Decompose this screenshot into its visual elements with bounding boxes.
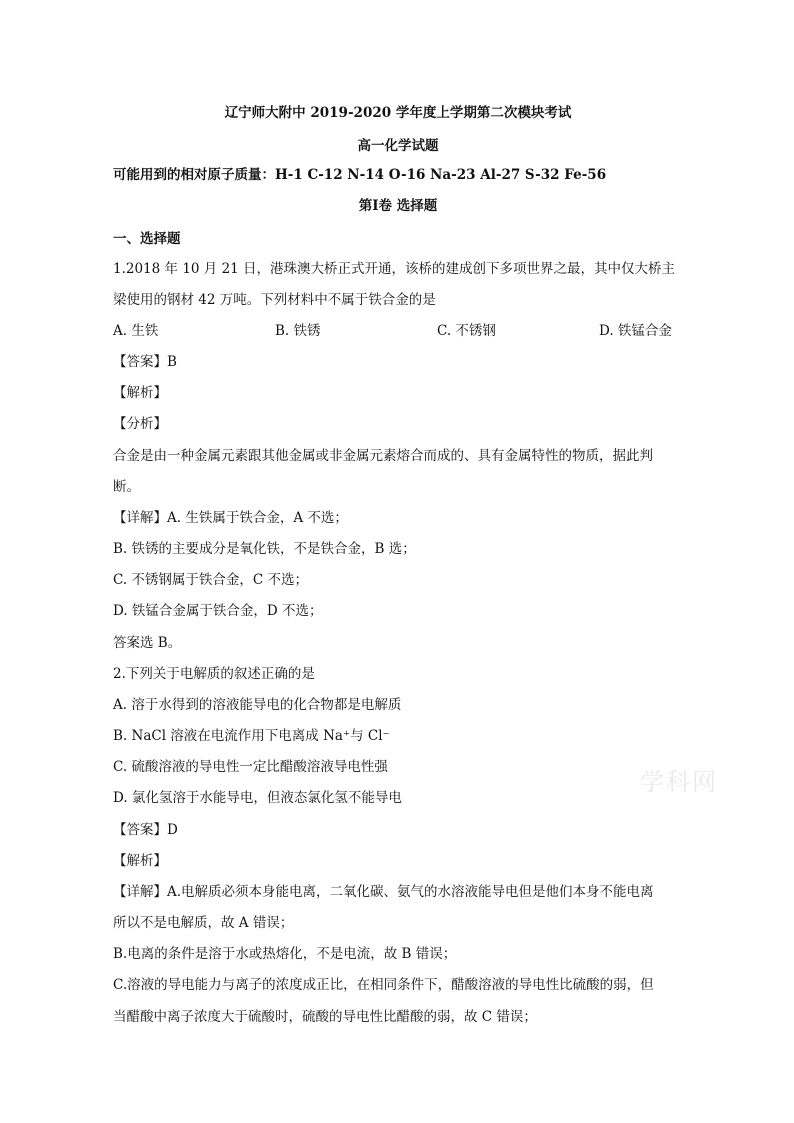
q2-detail-line-2: 所以不是电解质，故 A 错误； xyxy=(113,915,294,931)
q1-fenxi-line-1: 合金是由一种金属元素跟其他金属或非金属元素熔合而成的、具有金属特性的物质，据此判 xyxy=(113,448,653,464)
q1-analysis-label: 【解析】 xyxy=(113,385,167,401)
q2-detail-line-5: 当醋酸中离子浓度大于硫酸时，硫酸的导电性比醋酸的弱，故 C 错误； xyxy=(113,1009,537,1025)
q2-option-c: C. 硫酸溶液的导电性一定比醋酸溶液导电性强 xyxy=(113,759,388,775)
q1-fenxi-label: 【分析】 xyxy=(113,416,167,432)
q2-option-d: D. 氯化氢溶于水能导电，但液态氯化氢不能导电 xyxy=(113,790,402,806)
q1-stem-line-2: 梁使用的钢材 42 万吨。下列材料中不属于铁合金的是 xyxy=(113,292,436,308)
q1-stem-line-1: 1.2018 年 10 月 21 日，港珠澳大桥正式开通，该桥的建成创下多项世界之最，其中仅大桥主 xyxy=(113,261,676,277)
q2-detail-line-3: B.电离的条件是溶于水或热熔化，不是电流，故 B 错误； xyxy=(113,946,457,962)
section-heading: 第Ⅰ卷 选择题 xyxy=(358,198,438,214)
q2-option-b: B. NaCl 溶液在电流作用下电离成 Na⁺与 Cl⁻ xyxy=(113,728,390,744)
q1-answer: 【答案】B xyxy=(113,354,177,370)
q1-fenxi-line-2: 断。 xyxy=(113,479,140,495)
q2-detail-line-4: C.溶液的导电能力与离子的浓度成正比，在相同条件下，醋酸溶液的导电性比硫酸的弱，但 xyxy=(113,977,654,993)
q1-detail-line-4: D. 铁锰合金属于铁合金，D 不选； xyxy=(113,603,323,619)
q1-option-c: C. 不锈钢 xyxy=(437,323,496,339)
q1-detail-line-3: C. 不锈钢属于铁合金，C 不选； xyxy=(113,572,309,588)
q2-option-a: A. 溶于水得到的溶液能导电的化合物都是电解质 xyxy=(113,697,402,713)
q1-detail-line-2: B. 铁锈的主要成分是氧化铁，不是铁合金，B 选； xyxy=(113,541,416,557)
q1-option-b: B. 铁锈 xyxy=(275,323,321,339)
atomic-mass-line: 可能用到的相对原子质量：H-1 C-12 N-14 O-16 Na-23 Al-27 S-32 Fe-56 xyxy=(113,167,607,183)
watermark-logo: 学科网 xyxy=(640,768,718,796)
q2-stem: 2.下列关于电解质的叙述正确的是 xyxy=(113,666,315,682)
q1-detail-line-1: 【详解】A. 生铁属于铁合金，A 不选； xyxy=(113,510,348,526)
q1-conclusion: 答案选 B。 xyxy=(113,635,182,651)
q2-detail-line-1: 【详解】A.电解质必须本身能电离，二氧化碳、氨气的水溶液能导电但是他们本身不能电离 xyxy=(113,884,654,900)
q1-option-d: D. 铁锰合金 xyxy=(599,323,672,339)
q1-options xyxy=(113,322,683,340)
part-heading: 一、选择题 xyxy=(113,231,181,247)
q2-answer: 【答案】D xyxy=(113,822,178,838)
q1-option-a: A. 生铁 xyxy=(113,323,159,339)
q2-analysis-label: 【解析】 xyxy=(113,853,167,869)
exam-title: 辽宁师大附中 2019-2020 学年度上学期第二次模块考试 xyxy=(224,105,572,121)
exam-subtitle: 高一化学试题 xyxy=(357,138,439,154)
